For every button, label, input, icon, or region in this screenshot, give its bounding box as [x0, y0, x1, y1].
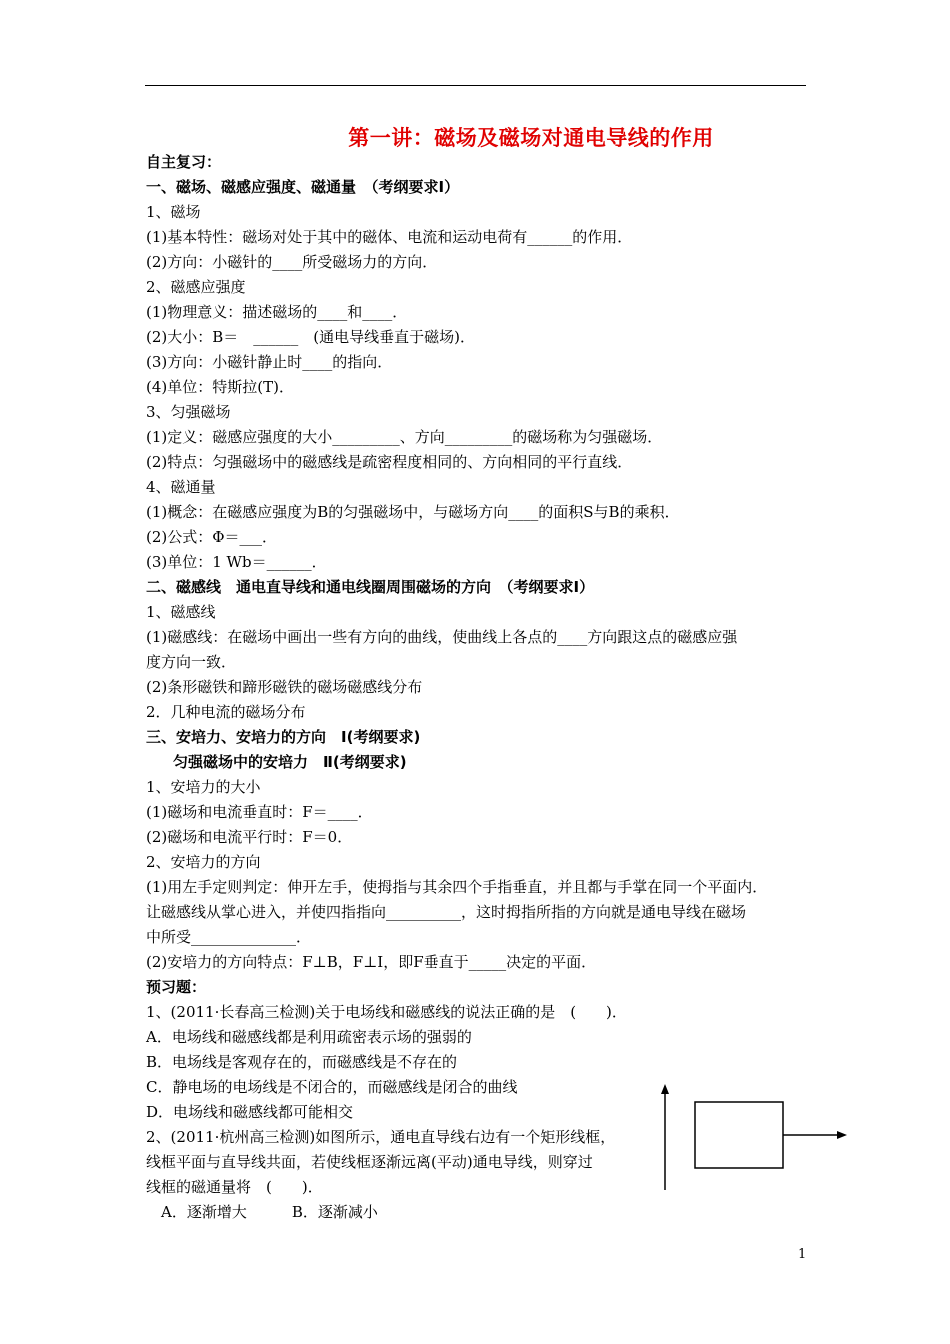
- section-heading: 三、安培力、安培力的方向 Ⅰ(考纲要求): [146, 728, 421, 746]
- text-line: (1)物理意义：描述磁场的____和____．: [146, 303, 408, 321]
- rectangular-frame: [695, 1102, 783, 1168]
- text-line: (1)磁场和电流垂直时：F＝____．: [146, 803, 373, 821]
- text-line: 4、磁通量: [146, 478, 216, 496]
- text-line: (2)大小：B＝ ______ (通电导线垂直于磁场)．: [146, 328, 475, 346]
- text-line: 度方向一致．: [146, 653, 237, 671]
- text-line: (2)条形磁铁和蹄形磁铁的磁场磁感线分布: [146, 678, 423, 696]
- text-line: (2)特点：匀强磁场中的磁感线是疏密程度相同的、方向相同的平行直线．: [146, 453, 633, 471]
- text-line: 线框平面与直导线共面，若使线框逐渐远离(平动)通电导线，则穿过: [146, 1153, 593, 1171]
- text-line: (1)概念：在磁感应强度为B的匀强磁场中，与磁场方向____的面积S与B的乘积．: [146, 503, 680, 521]
- document-body: [146, 150, 814, 1225]
- text-line: D．电场线和磁感线都可能相交: [146, 1103, 354, 1121]
- text-line: C．静电场的电场线是不闭合的，而磁感线是闭合的曲线: [146, 1078, 518, 1096]
- section-heading: 一、磁场、磁感应强度、磁通量 （考纲要求Ⅰ）: [146, 178, 460, 196]
- text-line: 3、匀强磁场: [146, 403, 231, 421]
- text-line: A．逐渐增大 B．逐渐减小: [146, 1203, 378, 1221]
- section-heading: 预习题：: [146, 978, 207, 996]
- section-heading: 匀强磁场中的安培力 Ⅱ(考纲要求): [173, 753, 407, 771]
- text-line: (2)公式：Φ＝___．: [146, 528, 278, 546]
- text-line: 2、安培力的方向: [146, 853, 261, 871]
- section-heading: 自主复习：: [146, 153, 222, 171]
- text-line: (4)单位：特斯拉(T)．: [146, 378, 294, 396]
- text-line: 1、磁场: [146, 203, 201, 221]
- text-line: (1)基本特性：磁场对处于其中的磁体、电流和运动电荷有______的作用．: [146, 228, 633, 246]
- current-arrow-icon: [661, 1084, 669, 1094]
- text-line: (1)用左手定则判定：伸开左手，使拇指与其余四个手指垂直，并且都与手掌在同一个平面内．: [146, 878, 768, 896]
- text-line: (2)方向：小磁针的____所受磁场力的方向．: [146, 253, 438, 271]
- text-line: (2)安培力的方向特点：F⊥B，F⊥I，即F垂直于_____决定的平面．: [146, 953, 597, 971]
- text-line: 2、磁感应强度: [146, 278, 246, 296]
- text-line: 线框的磁通量将 ( )．: [146, 1178, 323, 1196]
- text-line: (2)磁场和电流平行时：F＝0．: [146, 828, 353, 846]
- page-number: 1: [798, 1247, 807, 1262]
- page-title: 第一讲：磁场及磁场对通电导线的作用: [348, 126, 714, 150]
- text-line: 2、(2011·杭州高三检测)如图所示，通电直导线右边有一个矩形线框，: [146, 1128, 616, 1146]
- text-line: B．电场线是客观存在的，而磁感线是不存在的: [146, 1053, 458, 1071]
- text-line: 让磁感线从掌心进入，并使四指指向__________，这时拇指所指的方向就是通电导线在磁场: [146, 903, 747, 921]
- text-line: 2．几种电流的磁场分布: [146, 703, 306, 721]
- text-line: 1、安培力的大小: [146, 778, 261, 796]
- text-line: A．电场线和磁感线都是利用疏密表示场的强弱的: [146, 1028, 472, 1046]
- motion-arrow-icon: [837, 1131, 847, 1139]
- text-line: (3)单位：1 Wb＝______．: [146, 553, 327, 571]
- text-line: 中所受______________．: [146, 928, 312, 946]
- text-line: 1、磁感线: [146, 603, 216, 621]
- wire-frame-figure: [655, 1082, 855, 1194]
- text-line: 1、(2011·长春高三检测)关于电场线和磁感线的说法正确的是 ( )．: [146, 1003, 627, 1021]
- text-line: (1)定义：磁感应强度的大小_________、方向_________的磁场称为匀强磁场．: [146, 428, 663, 446]
- text-line: (3)方向：小磁针静止时____的指向．: [146, 353, 393, 371]
- text-line: (1)磁感线：在磁场中画出一些有方向的曲线，使曲线上各点的____方向跟这点的磁感应强: [146, 628, 738, 646]
- header-rule: [145, 85, 806, 86]
- section-heading: 二、磁感线 通电直导线和通电线圈周围磁场的方向 （考纲要求Ⅰ）: [146, 578, 595, 596]
